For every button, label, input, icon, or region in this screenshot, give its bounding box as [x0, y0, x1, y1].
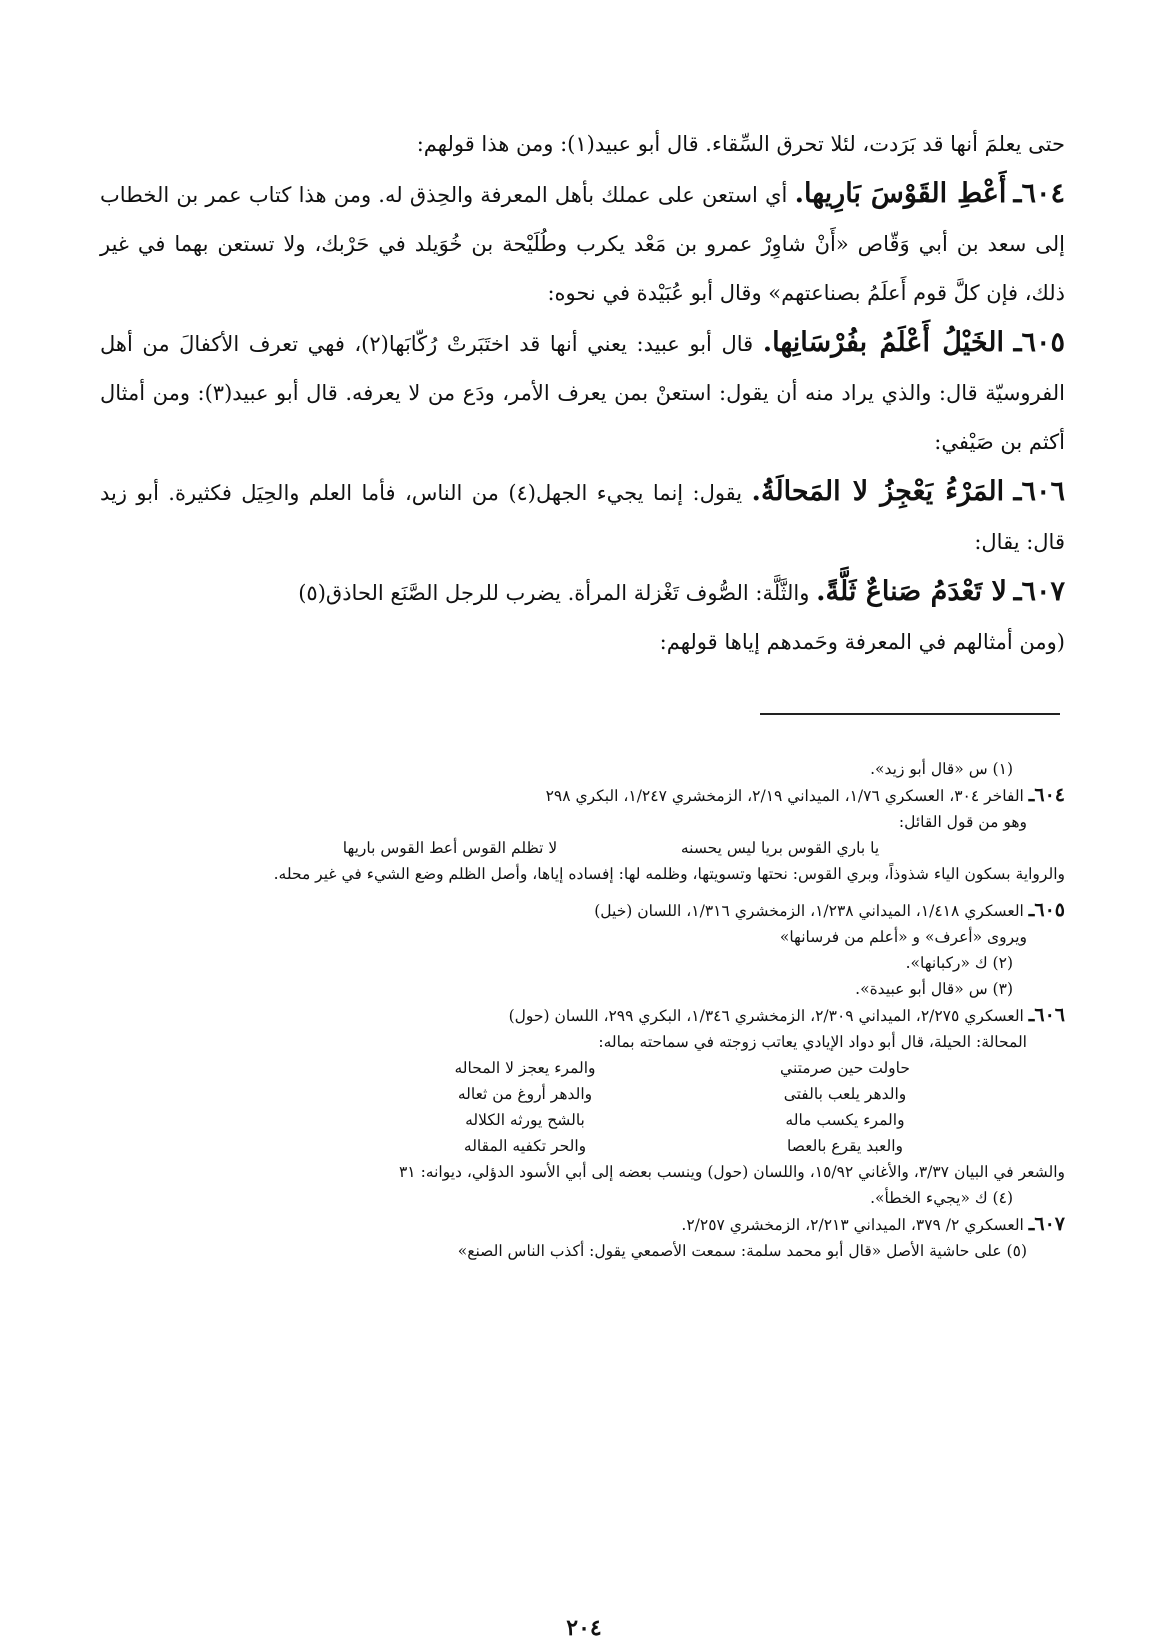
footnote-604-note: والرواية بسكون الياء شذوذاً، وبري القوس: نحتها وتسويتها، وظلمه لها: إفساده إياها، وأصل الظلم وضع الشيء في غير محله.: [273, 865, 1065, 883]
footnote-sources: العسكري ١/٤١٨، الميداني ١/٢٣٨، الزمخشري ١/٣١٦، اللسان (خيل): [594, 902, 1024, 920]
footnote-605-text: ويروى «أعرف» و «أعلم من فرسانها»: [779, 928, 1027, 946]
entry-text: أي استعن على عملك بأهل المعرفة والحِذق له. ومن هذا كتاب عمر بن الخطاب إلى سعد بن أبي وَقّاص «أَنْ شاوِرْ عمرو بن مَعْد يكرب وطُلَيْحة بن خُوَيلد في حَرْبك، ولا تستعن بهما في غير ذلك، فإن كلَّ قوم أَعلَمُ بصناعتهم» وقال أبو عُبَيْدة في نحوه:: [100, 183, 1065, 305]
entry-604: [100, 169, 1065, 318]
entry-number: ٦٠٤ـ: [1013, 178, 1065, 209]
footnote-number: ٦٠٧ـ: [1028, 1213, 1065, 1235]
footnote-5: (٥) على حاشية الأصل «قال أبو محمد سلمة: سمعت الأصمعي يقول: أكذب الناس الصنع»: [457, 1242, 1027, 1260]
footnote-2: (٢) ك «ركبانها».: [905, 954, 1013, 972]
footnote-1: (١) س «قال أبو زيد».: [870, 760, 1013, 778]
entry-text: قال أبو عبيد: يعني أنها قد اختَبَرتْ رُكّابَها(٢)، فهي تعرف الأكفالَ من أهل الفروسيّة قال: والذي يراد منه أن يقول: استعنْ بمن يعرف الأمر، ودَع من لا يعرفه. قال أبو عبيد(٣): ومن أمثال أكثم بن صَيْفي:: [100, 332, 1065, 454]
verse-hemistich: والدهر أروغ من ثعاله: [457, 1085, 593, 1103]
footnote-number: ٦٠٤ـ: [1028, 784, 1065, 806]
footnote-4: (٤) ك «يجيء الخطأ».: [870, 1189, 1013, 1207]
proverb-heading: أَعْطِ القَوْسَ بَارِيها.: [794, 178, 1007, 209]
entry-number: ٦٠٧ـ: [1013, 576, 1065, 607]
verse-hemistich: حاولت حين صرمتني: [780, 1059, 910, 1077]
entry-605: [100, 318, 1065, 467]
verse-hemistich: يا باري القوس بريا ليس يحسنه: [680, 839, 880, 857]
verse-hemistich: والدهر يلعب بالفتى: [783, 1085, 907, 1103]
footnote-sources: العسكري ٢/٢٧٥، الميداني ٢/٣٠٩، الزمخشري ١/٣٤٦، البكري ٢٩٩، اللسان (حول): [508, 1007, 1024, 1025]
poem-line: [100, 1107, 1065, 1133]
footnote-sources: العسكري ٢/ ٣٧٩، الميداني ٢/٢١٣، الزمخشري ٢/٢٥٧.: [681, 1216, 1024, 1234]
entry-text: يقول: إنما يجيء الجهل(٤) من الناس، فأما العلم والحِيَل فكثيرة. أبو زيد قال: يقال:: [100, 481, 1065, 554]
proverb-heading: المَرْءُ يَعْجِزُ لا المَحالَةُ.: [751, 476, 1005, 507]
footnote-3: (٣) س «قال أبو عبيدة».: [855, 980, 1013, 998]
poem-line: [100, 1081, 1065, 1107]
verse-hemistich: والمرء يكسب ماله: [785, 1111, 905, 1129]
intro-line: حتى يعلمَ أنها قد بَرَدت، لئلا تحرق السِّقاء. قال أبو عبيد(١): ومن هذا قولهم:: [416, 132, 1065, 156]
verse-hemistich: والحر تكفيه المقاله: [463, 1137, 587, 1155]
footnote-number: ٦٠٦ـ: [1028, 1004, 1065, 1026]
entry-606: [100, 467, 1065, 567]
entry-number: ٦٠٥ـ: [1013, 327, 1065, 358]
verse-hemistich: لا تظلم القوس أعط القوس باريها: [342, 839, 558, 857]
entry-607: [100, 567, 1065, 618]
footnote-604-text: وهو من قول القائل:: [898, 813, 1027, 831]
outro-line: (ومن أمثالهم في المعرفة وحَمدهم إياها قولهم:: [659, 630, 1065, 654]
entry-number: ٦٠٦ـ: [1013, 476, 1065, 507]
footnote-607-sources: [100, 1211, 1065, 1238]
entry-text: والثَّلَّة: الصُّوف تَغْزلة المرأة. يضرب للرجل الصَّنَع الحاذق(٥): [298, 581, 810, 605]
footnote-divider: [760, 713, 1060, 715]
proverb-heading: لا تَعْدَمُ صَناعٌ ثَلَّةً.: [816, 576, 1007, 607]
footnotes: [100, 756, 1065, 1264]
footnote-605-sources: [100, 897, 1065, 924]
page-number: ٢٠٤: [566, 1615, 602, 1641]
verse-hemistich: بالشح يورثه الكلاله: [465, 1111, 585, 1129]
footnote-606-sources: [100, 1002, 1065, 1029]
verse-hemistich: والعبد يقرع بالعصا: [786, 1137, 903, 1155]
footnote-606-note: والشعر في البيان ٣/٣٧، والأغاني ١٥/٩٢، واللسان (حول) وينسب بعضه إلى أبي الأسود الدؤلي، ديوانه: ٣١: [398, 1163, 1065, 1181]
footnote-sources: الفاخر ٣٠٤، العسكري ١/٧٦، الميداني ٢/١٩، الزمخشري ١/٢٤٧، البكري ٢٩٨: [545, 787, 1024, 805]
verse-hemistich: والمرء يعجز لا المحاله: [454, 1059, 596, 1077]
spacer: [100, 887, 1065, 897]
footnote-604-sources: [100, 782, 1065, 809]
main-text: [100, 120, 1065, 667]
poem-line: [100, 1133, 1065, 1159]
poem-line: [100, 1055, 1065, 1081]
footnote-number: ٦٠٥ـ: [1028, 899, 1065, 921]
footnote-604-verse: [100, 835, 1065, 861]
proverb-heading: الخَيْلُ أَعْلَمُ بفُرْسَانِها.: [762, 327, 1005, 358]
footnote-606-text: المحالة: الحيلة، قال أبو دواد الإيادي يعاتب زوجته في سماحته بماله:: [598, 1033, 1027, 1051]
